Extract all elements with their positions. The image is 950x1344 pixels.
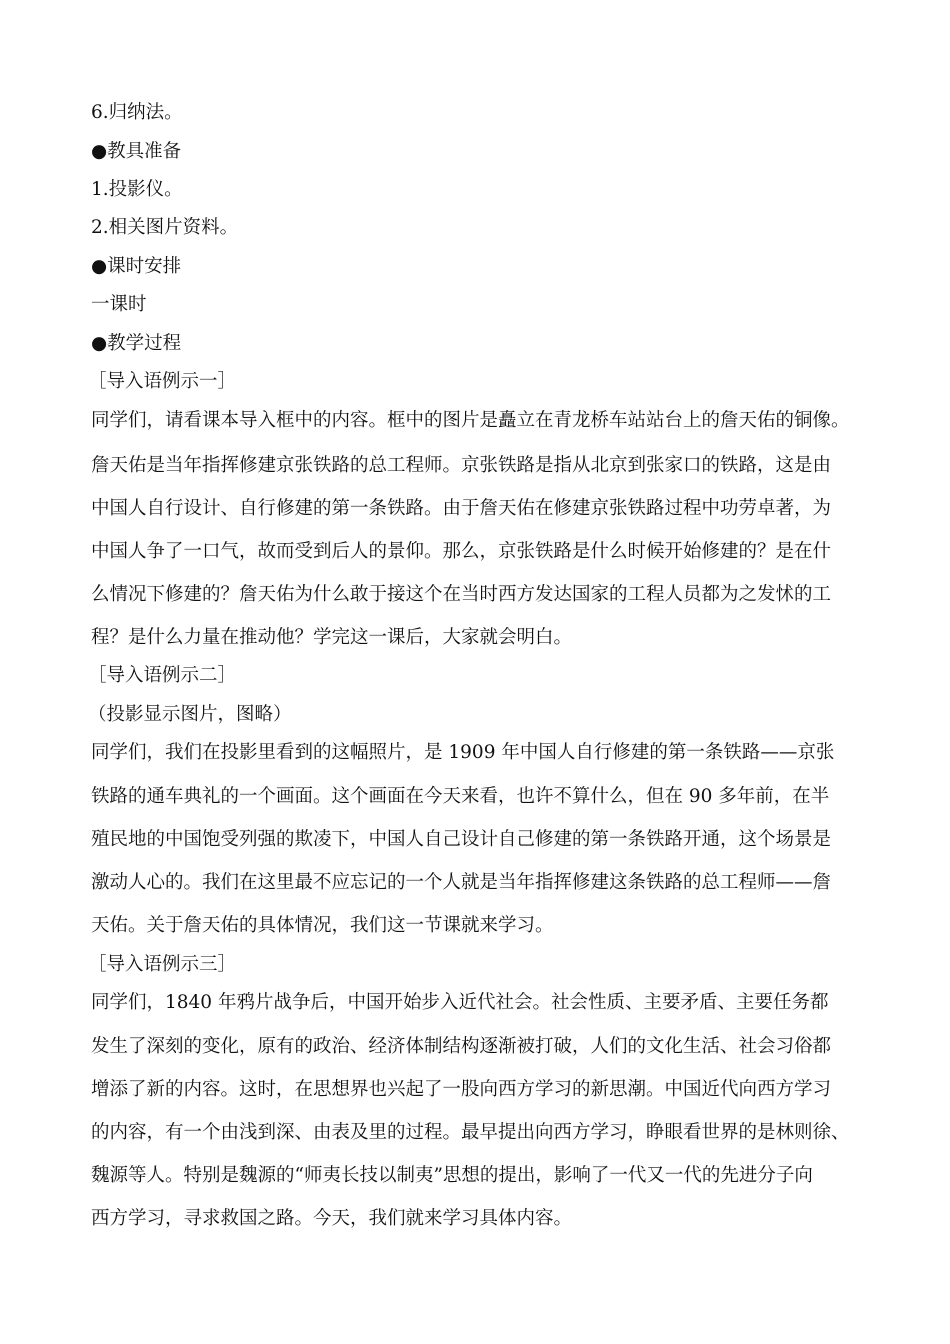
- section-heading: ●教具准备: [91, 141, 182, 162]
- paragraph-line: 增添了新的内容。这时，在思想界也兴起了一股向西方学习的新思潮。中国近代向西方学习: [91, 1079, 832, 1100]
- subsection-label: ［导入语例示三］: [88, 954, 237, 975]
- subsection-label: ［导入语例示一］: [88, 371, 237, 392]
- paragraph-line: 么情况下修建的？詹天佑为什么敢于接这个在当时西方发达国家的工程人员都为之发怵的工: [91, 584, 832, 605]
- paragraph-line: 程？是什么力量在推动他？学完这一课后，大家就会明白。: [91, 627, 573, 648]
- paragraph-line: 魏源等人。特别是魏源的“师夷长技以制夷”思想的提出，影响了一代又一代的先进分子向: [91, 1165, 813, 1186]
- paragraph-line: 天佑。关于詹天佑的具体情况，我们这一节课就来学习。: [91, 915, 554, 936]
- text-line: 2.相关图片资料。: [91, 217, 239, 238]
- text-line: （投影显示图片，图略）: [88, 704, 292, 725]
- paragraph-line: 殖民地的中国饱受列强的欺凌下，中国人自己设计自己修建的第一条铁路开通，这个场景是: [91, 829, 832, 850]
- subsection-label: ［导入语例示二］: [88, 665, 237, 686]
- paragraph-line: 发生了深刻的变化，原有的政治、经济体制结构逐渐被打破，人们的文化生活、社会习俗都: [91, 1036, 832, 1057]
- text-line: 1.投影仪。: [91, 179, 183, 200]
- section-heading: ●教学过程: [91, 333, 182, 354]
- paragraph-line: 同学们，我们在投影里看到的这幅照片，是 1909 年中国人自行修建的第一条铁路——京张: [91, 742, 835, 763]
- paragraph-line: 中国人自行设计、自行修建的第一条铁路。由于詹天佑在修建京张铁路过程中功劳卓著，为: [91, 498, 832, 519]
- text-line: 一课时: [91, 294, 147, 315]
- paragraph-line: 激动人心的。我们在这里最不应忘记的一个人就是当年指挥修建这条铁路的总工程师——詹: [91, 872, 832, 893]
- paragraph-line: 中国人争了一口气，故而受到后人的景仰。那么，京张铁路是什么时候开始修建的？是在什: [91, 541, 832, 562]
- paragraph-line: 的内容，有一个由浅到深、由表及里的过程。最早提出向西方学习，睁眼看世界的是林则徐、: [91, 1122, 850, 1143]
- paragraph-line: 同学们，1840 年鸦片战争后，中国开始步入近代社会。社会性质、主要矛盾、主要任务都: [91, 992, 829, 1013]
- section-heading: ●课时安排: [91, 256, 182, 277]
- text-line: 6.归纳法。: [91, 102, 183, 123]
- paragraph-line: 詹天佑是当年指挥修建京张铁路的总工程师。京张铁路是指从北京到张家口的铁路，这是由: [91, 455, 832, 476]
- paragraph-line: 同学们，请看课本导入框中的内容。框中的图片是矗立在青龙桥车站站台上的詹天佑的铜像。: [91, 410, 850, 431]
- paragraph-line: 西方学习，寻求救国之路。今天，我们就来学习具体内容。: [91, 1208, 573, 1229]
- paragraph-line: 铁路的通车典礼的一个画面。这个画面在今天来看，也许不算什么，但在 90 多年前，在半: [91, 786, 830, 807]
